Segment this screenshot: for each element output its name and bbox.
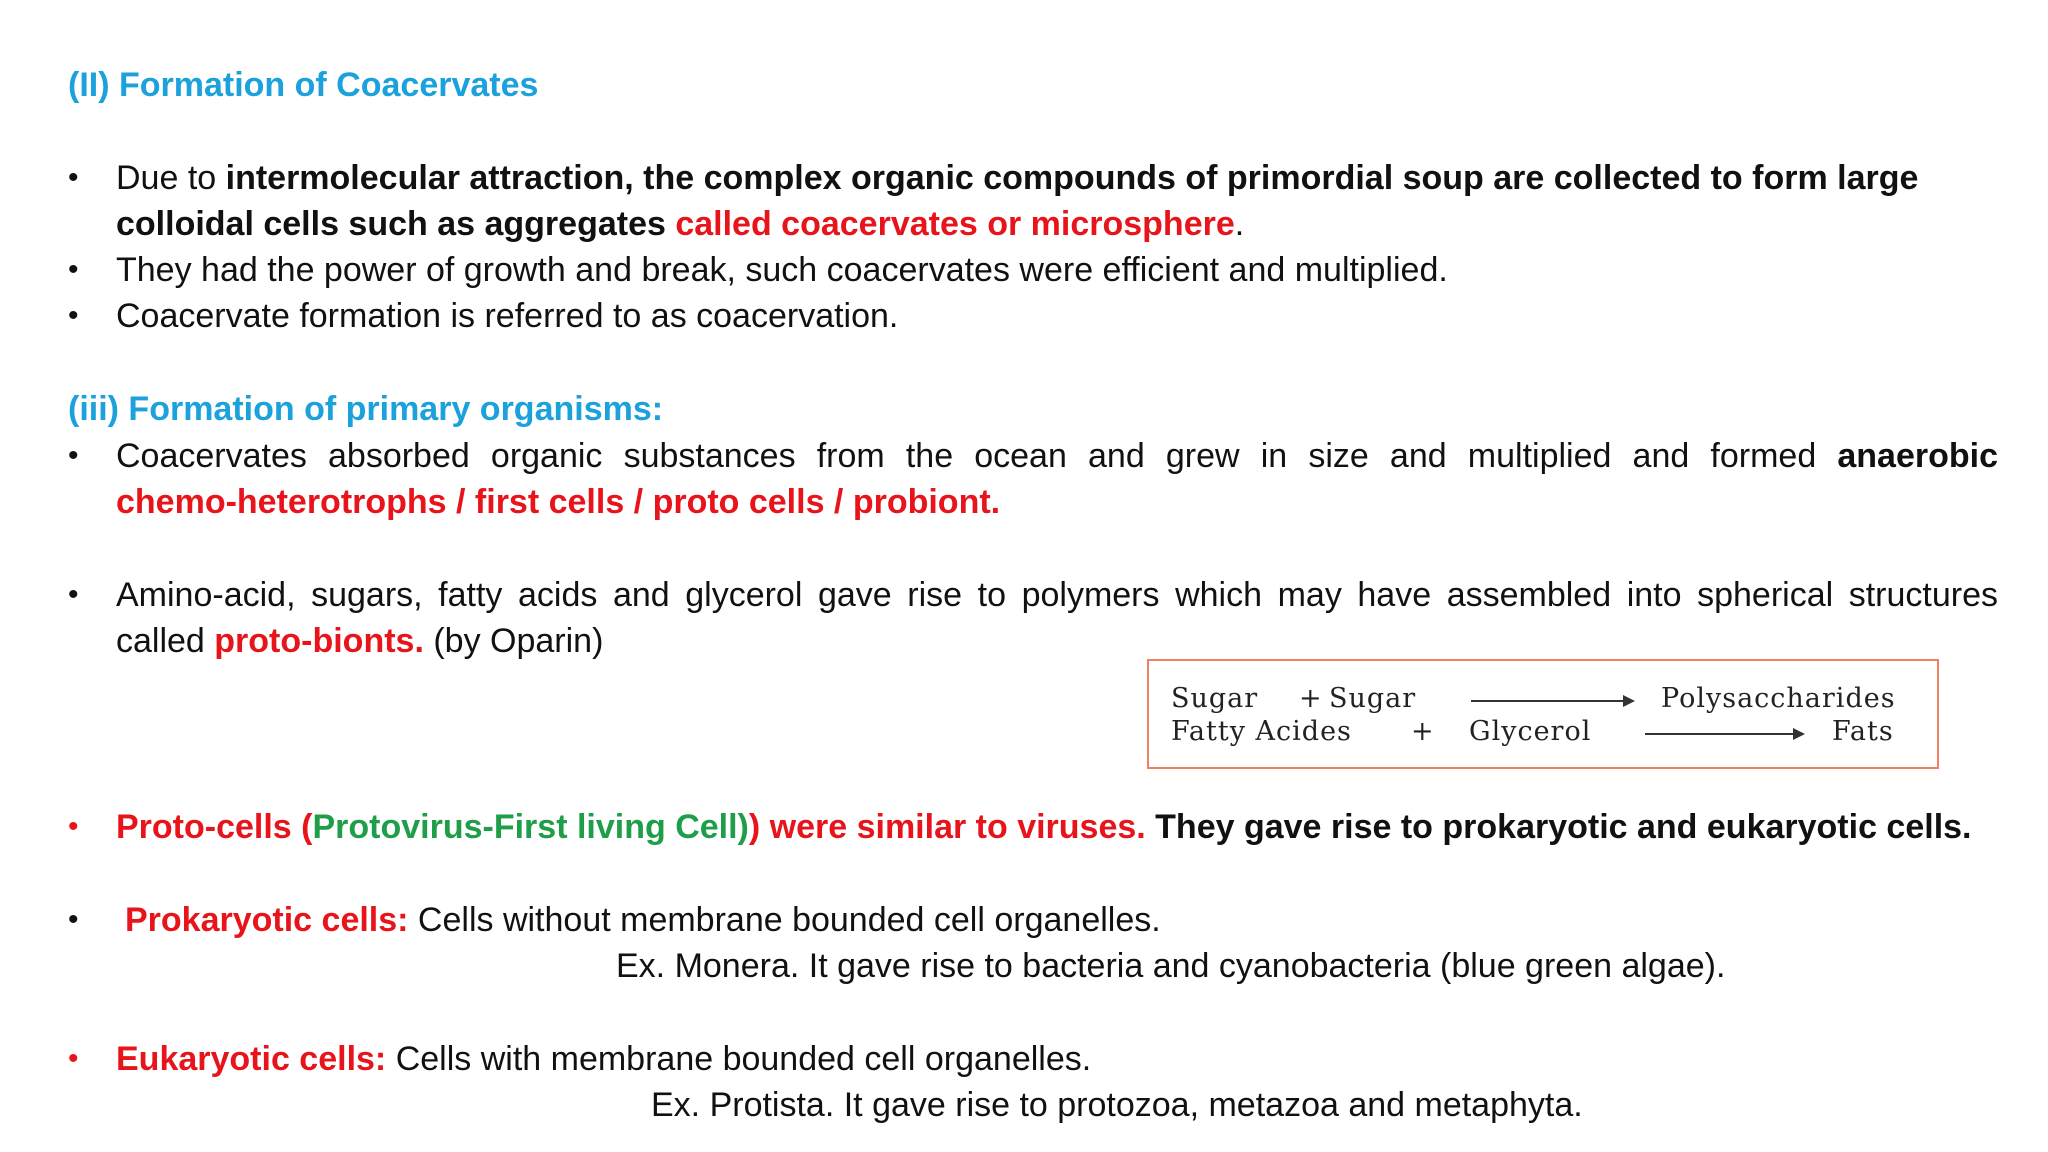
eq-glycerol: Glycerol xyxy=(1469,716,1592,747)
equation-row-fats xyxy=(1149,716,1937,748)
arrow-icon xyxy=(1645,733,1803,735)
b5-pre: Amino-acid, sugars, fatty acids and glycerol gave rise to polymers which may have assembled into spherical structures called xyxy=(116,576,1998,660)
bullet-text xyxy=(125,897,1998,943)
b1-post: . xyxy=(1234,205,1245,243)
b5-post: (by Oparin) xyxy=(423,622,604,660)
b4-line1: Coacervates absorbed organic substances from the ocean and grew in size and multiplied and formed anaerobic xyxy=(116,437,1998,475)
bullet-marker: • xyxy=(68,439,79,472)
prokaryotic-example: Ex. Monera. It gave rise to bacteria and cyanobacteria (blue green algae). xyxy=(616,947,1726,985)
eq-polysaccharides: Polysaccharides xyxy=(1661,683,1896,714)
heading-formation-of-coacervates: (II) Formation of Coacervates xyxy=(68,66,539,104)
eukaryotic-example: Ex. Protista. It gave rise to protozoa, metazoa and metaphyta. xyxy=(651,1086,1583,1124)
bullet-marker: • xyxy=(68,810,79,843)
b6-red2: ) were similar to viruses. xyxy=(748,808,1146,846)
bullet-coacervation xyxy=(68,293,1998,339)
b7-label: Prokaryotic cells: xyxy=(125,901,409,939)
bullet-growth-and-break xyxy=(68,247,1998,293)
eq-plus: + xyxy=(1299,683,1323,714)
b7-text: Cells without membrane bounded cell organelles. xyxy=(408,901,1161,939)
bullet-text xyxy=(116,572,1998,664)
bullet-text xyxy=(116,155,1998,247)
bullet-proto-cells xyxy=(68,804,1998,850)
bullet-marker: • xyxy=(68,1042,79,1075)
b4-line2: chemo-heterotrophs / first cells / proto cells / probiont. xyxy=(116,483,1001,521)
arrow-icon xyxy=(1471,700,1633,702)
eq-fats: Fats xyxy=(1832,716,1894,747)
bullet-marker: • xyxy=(68,578,79,611)
b1-bold: intermolecular attraction, the complex organic compounds of primordial soup are collected to form large colloidal cells such as aggregates xyxy=(116,159,1919,243)
bullet-marker: • xyxy=(68,253,79,286)
eq-plus: + xyxy=(1411,716,1435,747)
bullet-coacervates-absorbed xyxy=(68,433,1998,525)
eq-sugar-a: Sugar xyxy=(1171,683,1259,714)
bullet-eukaryotic-cells xyxy=(68,1036,1998,1082)
b8-text: Cells with membrane bounded cell organelles. xyxy=(386,1040,1092,1078)
polymer-equation-box xyxy=(1147,659,1939,769)
bullet-marker: • xyxy=(68,299,79,332)
bullet-marker: • xyxy=(68,161,79,194)
bullet-text: Coacervate formation is referred to as coacervation. xyxy=(116,297,899,335)
heading-formation-of-primary-organisms: (iii) Formation of primary organisms: xyxy=(68,390,664,428)
bullet-prokaryotic-cells xyxy=(68,897,1998,943)
bullet-marker: • xyxy=(68,903,79,936)
b1-red: called coacervates or microsphere xyxy=(675,205,1235,243)
equation-row-sugar xyxy=(1149,683,1937,715)
b5-red: proto-bionts. xyxy=(214,622,424,660)
bullet-amino-acid-sugars xyxy=(68,572,1998,664)
b6-red1: Proto-cells ( xyxy=(116,808,313,846)
eq-sugar-b: Sugar xyxy=(1329,683,1417,714)
eq-fatty-acides: Fatty Acides xyxy=(1171,716,1352,747)
b6-green: Protovirus-First living Cell) xyxy=(312,808,749,846)
b6-bold: They gave rise to prokaryotic and eukaryotic cells. xyxy=(1145,808,1972,846)
bullet-text xyxy=(116,804,1998,850)
b1-pre: Due to xyxy=(116,159,226,197)
bullet-text xyxy=(116,433,1998,525)
bullet-text xyxy=(116,1036,1998,1082)
b8-label: Eukaryotic cells: xyxy=(116,1040,387,1078)
bullet-text: They had the power of growth and break, such coacervates were efficient and multiplied. xyxy=(116,251,1448,289)
bullet-intermolecular-attraction xyxy=(68,155,1998,247)
